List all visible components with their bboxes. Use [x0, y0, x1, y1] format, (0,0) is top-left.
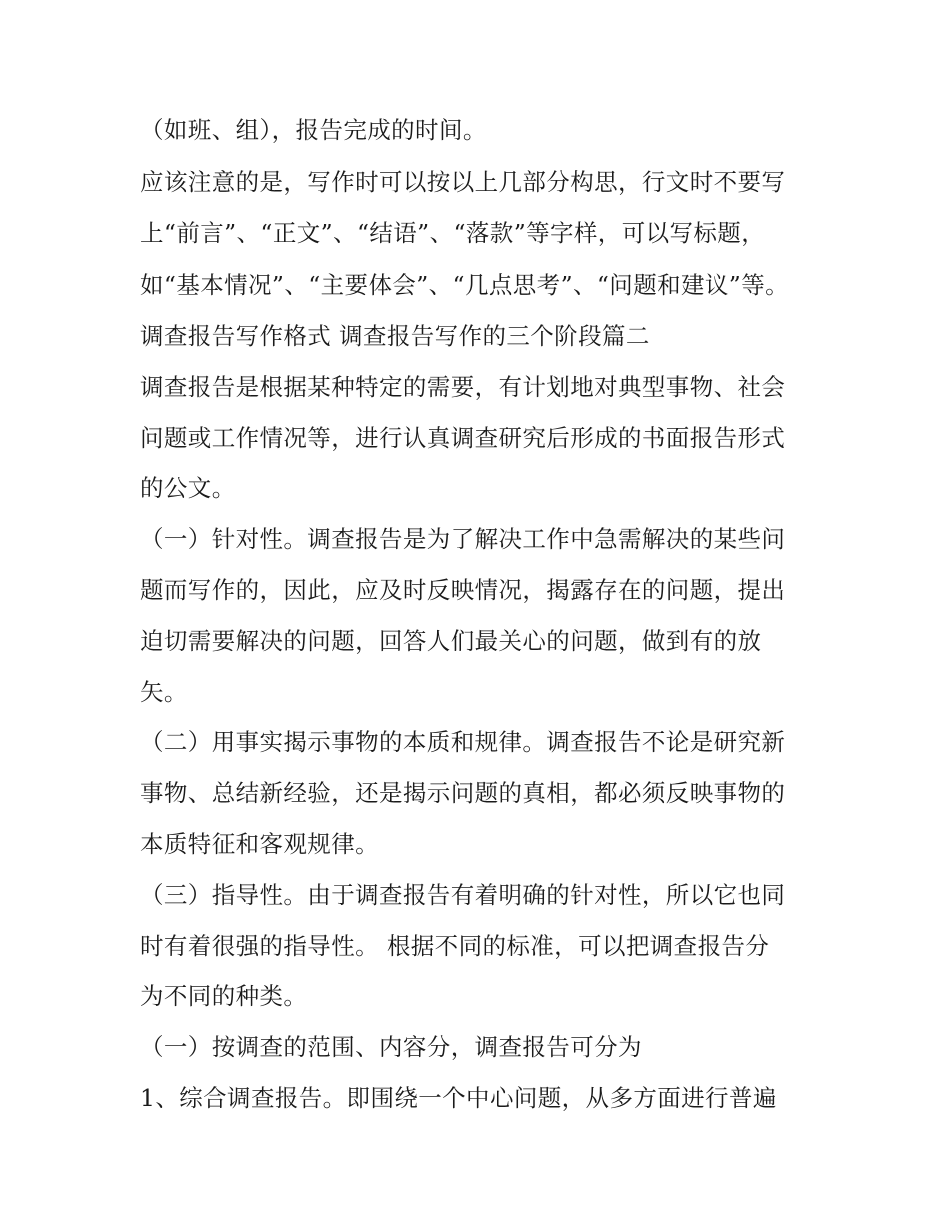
text-line: （三）指导性。由于调查报告有着明确的针对性，所以它也同 [140, 881, 786, 909]
text-line: 矢。 [140, 678, 188, 706]
text-line: 事物、总结新经验，还是揭示问题的真相，都必须反映事物的 [140, 779, 786, 807]
text-line: 的公文。 [140, 474, 236, 502]
text-line: （一）按调查的范围、内容分，调查报告可分为 [140, 1033, 642, 1061]
text-line: （二）用事实揭示事物的本质和规律。调查报告不论是研究新 [140, 728, 786, 756]
text-line: （一）针对性。调查报告是为了解决工作中急需解决的某些问 [140, 525, 786, 553]
text-line: 本质特征和客观规律。 [140, 830, 379, 858]
text-line: 调查报告是根据某种特定的需要，有计划地对典型事物、社会 [140, 373, 786, 401]
text-line: 上“前言”、“正文”、“结语”、“落款”等字样，可以写标题， [140, 219, 766, 247]
text-line: 如“基本情况”、“主要体会”、“几点思考”、“问题和建议”等。 [140, 271, 790, 299]
text-line: 题而写作的，因此，应及时反映情况，揭露存在的问题，提出 [140, 576, 786, 604]
text-line: 为不同的种类。 [140, 982, 308, 1010]
text-line: 应该注意的是，写作时可以按以上几部分构思，行文时不要写 [140, 168, 786, 196]
text-line: 迫切需要解决的问题，回答人们最关心的问题，做到有的放 [140, 627, 762, 655]
text-line: （如班、组），报告完成的时间。 [140, 116, 487, 144]
text-line: 问题或工作情况等，进行认真调查研究后形成的书面报告形式 [140, 424, 786, 452]
text-line: 时有着很强的指导性。 根据不同的标准，可以把调查报告分 [140, 932, 770, 960]
section-heading: 调查报告写作格式 调查报告写作的三个阶段篇二 [140, 322, 650, 350]
text-line: 1、综合调查报告。即围绕一个中心问题，从多方面进行普遍 [140, 1084, 777, 1112]
